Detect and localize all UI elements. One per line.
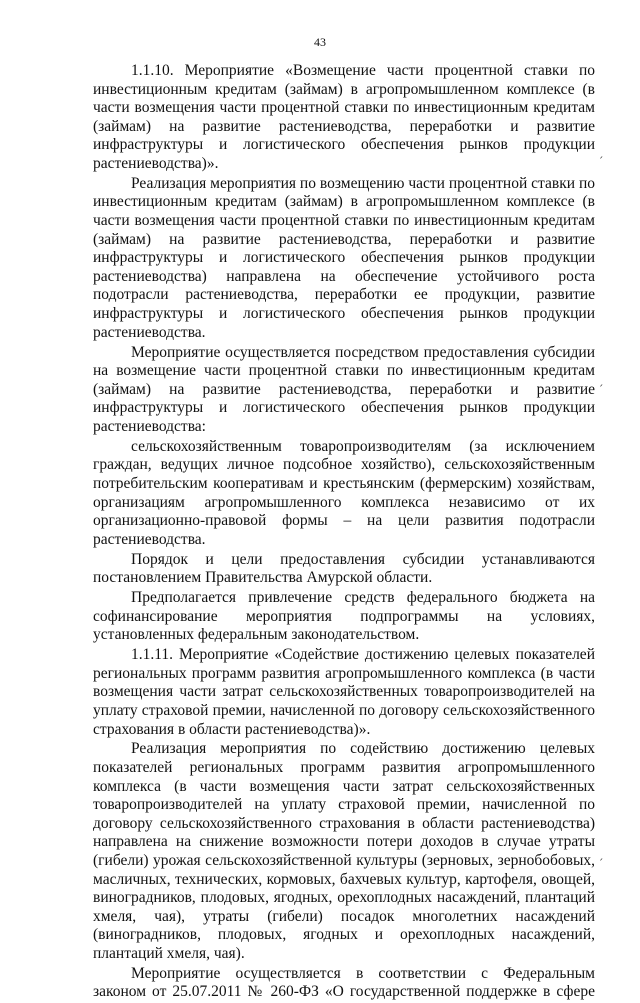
paragraph-subsidy-mechanism: Мероприятие осуществляется посредством предоставления субсидии на возмещение части процентной ставки по инвестиционным кредитам (займам) на развитие растениеводства, переработки и развитие инфраструктуры и логистического обеспечения рынков продукции растениеводства:: [93, 343, 595, 435]
paragraph-1-1-11-heading: 1.1.11. Мероприятие «Содействие достижению целевых показателей региональных программ развития агропромышленного комплекса (в части возмещения части затрат сельскохозяйственных товаропроизводителей на уплату страховой премии, начисленной по договору сельскохозяйственного страхования в области растениеводства)».: [93, 646, 595, 738]
paragraph-federal-funding: Предполагается привлечение средств федерального бюджета на софинансирование мероприятия подпрограммы на условиях, установленных федеральным законодательством.: [93, 589, 595, 644]
scan-tick-mark: ˏ: [598, 848, 604, 861]
scan-tick-mark: ˏ: [598, 146, 604, 159]
paragraph-1-1-10-heading: 1.1.10. Мероприятие «Возмещение части процентной ставки по инвестиционным кредитам (займам) в агропромышленном комплексе (в части возмещения части процентной ставки по инвестиционным кредитам (займам) на развитие растениеводства, переработки и развитие инфраструктуры и логистического обеспечения рынков продукции растениеводства)».: [93, 62, 595, 172]
document-body: [93, 62, 595, 1003]
scan-tick-mark: ˏ: [598, 374, 604, 387]
paragraph-procedure: Порядок и цели предоставления субсидии устанавливаются постановлением Правительства Амурской области.: [93, 550, 595, 587]
paragraph-federal-law: Мероприятие осуществляется в соответствии с Федеральным законом от 25.07.2011 № 260-ФЗ «О государственной поддержке в сфере: [93, 964, 595, 1001]
page-number: 43: [314, 35, 326, 49]
paragraph-implementation-description: Реализация мероприятия по возмещению части процентной ставки по инвестиционным кредитам (займам) в агропромышленном комплексе (в части возмещения части процентной ставки по инвестиционным кредитам (займам) на развитие растениеводства, переработки и развитие инфраструктуры и логистического обеспечения рынков продукции растениеводства) направлена на обеспечение устойчивого роста подотрасли растениеводства, переработки ее продукции, развитие инфраструктуры и логистического обеспечения рынков продукции растениеводства.: [93, 174, 595, 341]
paragraph-recipients: сельскохозяйственным товаропроизводителям (за исключением граждан, ведущих личное подсобное хозяйство), сельскохозяйственным потребительским кооперативам и крестьянским (фермерским) хозяйствам, организациям агропромышленного комплекса независимо от их организационно-правовой формы – на цели развития подотрасли растениеводства.: [93, 437, 595, 548]
paragraph-insurance-description: Реализация мероприятия по содействию достижению целевых показателей региональных программ развития агропромышленного комплекса (в части возмещения части затрат сельскохозяйственных товаропроизводителей на уплату страховой премии, начисленной по договору сельскохозяйственного страхования в области растениеводства) направлена на снижение возможности потери доходов в случае утраты (гибели) урожая сельскохозяйственной культуры (зерновых, зернобобовых, масличных, технических, кормовых, бахчевых культур, картофеля, овощей, виноградников, плодовых, ягодных, орехоплодных насаждений, плантаций хмеля, чая), утраты (гибели) посадок многолетних насаждений (виноградников, плодовых, ягодных и орехоплодных насаждений, плантаций хмеля, чая).: [93, 740, 595, 962]
